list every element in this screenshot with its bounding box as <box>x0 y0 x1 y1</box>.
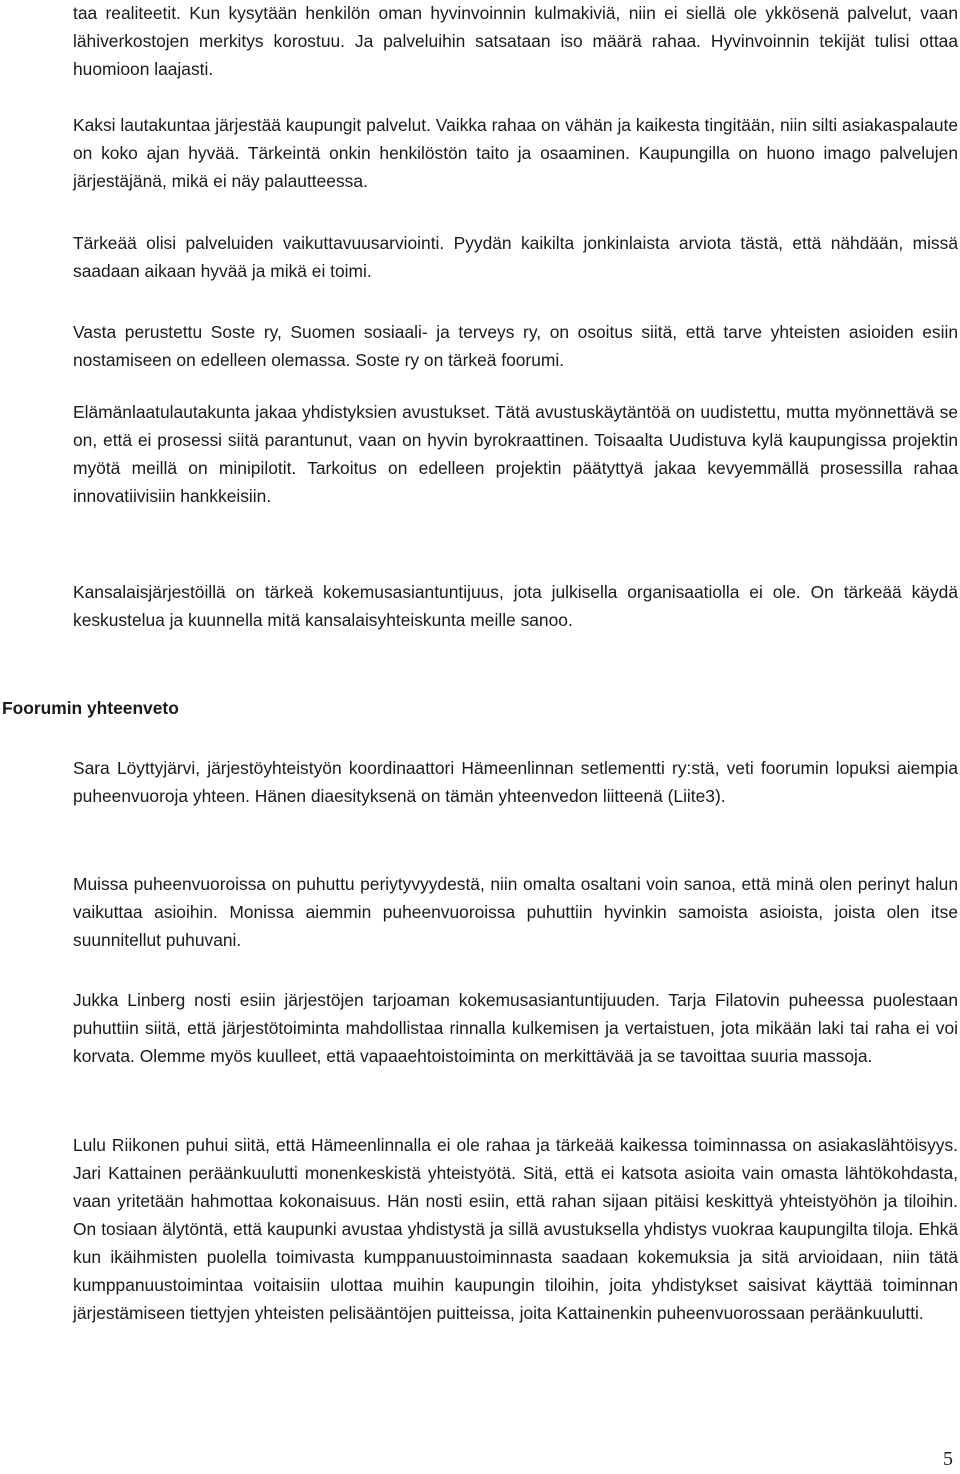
paragraph: Tärkeää olisi palveluiden vaikuttavuusarviointi. Pyydän kaikilta jonkinlaista arviota tästä, että nähdään, missä saadaan aikaan hyvää ja mikä ei toimi. <box>73 233 958 281</box>
section-heading: Foorumin yhteenveto <box>2 698 179 718</box>
paragraph: Jukka Linberg nosti esiin järjestöjen tarjoaman kokemusasiantuntijuuden. Tarja Filatovin puheessa puolestaan puhuttiin siitä, että järjestötoiminta mahdollistaa rinnalla kulkemisen ja vertaistuen, jota mikään laki tai raha ei voi korvata. Olemme myös kuulleet, että vapaaehtoistoiminta on merkittävää ja se tavoittaa suuria massoja. <box>73 990 958 1066</box>
paragraph: Muissa puheenvuoroissa on puhuttu periytyvyydestä, niin omalta osaltani voin sanoa, että minä olen perinyt halun vaikuttaa asioihin. Monissa aiemmin puheenvuoroissa puhuttiin hyvinkin samoista asioista, joista olen itse suunnitellut puhuvani. <box>73 874 958 950</box>
paragraph: taa realiteetit. Kun kysytään henkilön oman hyvinvoinnin kulmakiviä, niin ei siellä ole ykkösenä palvelut, vaan lähiverkostojen merkitys korostuu. Ja palveluihin satsataan iso määrä rahaa. Hyvinvoinnin tekijät tulisi ottaa huomioon laajasti. <box>73 3 958 79</box>
paragraph: Kansalaisjärjestöillä on tärkeä kokemusasiantuntijuus, jota julkisella organisaatiolla ei ole. On tärkeää käydä keskustelua ja kuunnella mitä kansalaisyhteiskunta meille sanoo. <box>73 582 958 630</box>
paragraph: Elämänlaatulautakunta jakaa yhdistyksien avustukset. Tätä avustuskäytäntöä on uudistettu, mutta myönnettävä se on, että ei prosessi siitä parantunut, vaan on hyvin byrokraattinen. Toisaalta Uudistuva kylä kaupungissa projektin myötä meillä on minipilotit. Tarkoitus on edelleen projektin päätyttyä jakaa kevyemmällä prosessilla rahaa innovatiivisiin hankkeisiin. <box>73 402 958 506</box>
paragraph: Sara Löyttyjärvi, järjestöyhteistyön koordinaattori Hämeenlinnan setlementti ry:stä, veti foorumin lopuksi aiempia puheenvuoroja yhteen. Hänen diaesityksenä on tämän yhteenvedon liitteenä (Liite3). <box>73 758 958 806</box>
paragraph: Vasta perustettu Soste ry, Suomen sosiaali- ja terveys ry, on osoitus siitä, että tarve yhteisten asioiden esiin nostamiseen on edelleen olemassa. Soste ry on tärkeä foorumi. <box>73 322 958 370</box>
paragraph: Kaksi lautakuntaa järjestää kaupungit palvelut. Vaikka rahaa on vähän ja kaikesta tingitään, niin silti asiakaspalaute on koko ajan hyvää. Tärkeintä onkin henkilöstön taito ja osaaminen. Kaupungilla on huono imago palvelujen järjestäjänä, mikä ei näy palautteessa. <box>73 115 958 191</box>
page-number: 5 <box>943 1448 953 1470</box>
paragraph: Lulu Riikonen puhui siitä, että Hämeenlinnalla ei ole rahaa ja tärkeää kaikessa toiminnassa on asiakaslähtöisyys. Jari Kattainen peräänkuulutti monenkeskistä yhteistyötä. Sitä, että ei katsota asioita vain omasta lähtökohdasta, vaan yritetään hahmottaa kokonaisuus. Hän nosti esiin, että rahan sijaan pitäisi keskittyä yhteistyöhön ja tiloihin. On tosiaan älytöntä, että kaupunki avustaa yhdistystä ja sillä avustuksella yhdistys vuokraa kaupungilta tiloja. Ehkä kun ikäihmisten puolella toimivasta kumppanuustoiminnasta saadaan kokemuksia ja sitä arvioidaan, niin tätä kumppanuustoimintaa voitaisiin ulottaa muihin kaupungin tiloihin, joita yhdistykset saisivat käyttää toiminnan järjestämiseen tiettyjen yhteisten pelisääntöjen puitteissa, joita Kattainenkin puheenvuorossaan peräänkuulutti. <box>73 1135 958 1323</box>
